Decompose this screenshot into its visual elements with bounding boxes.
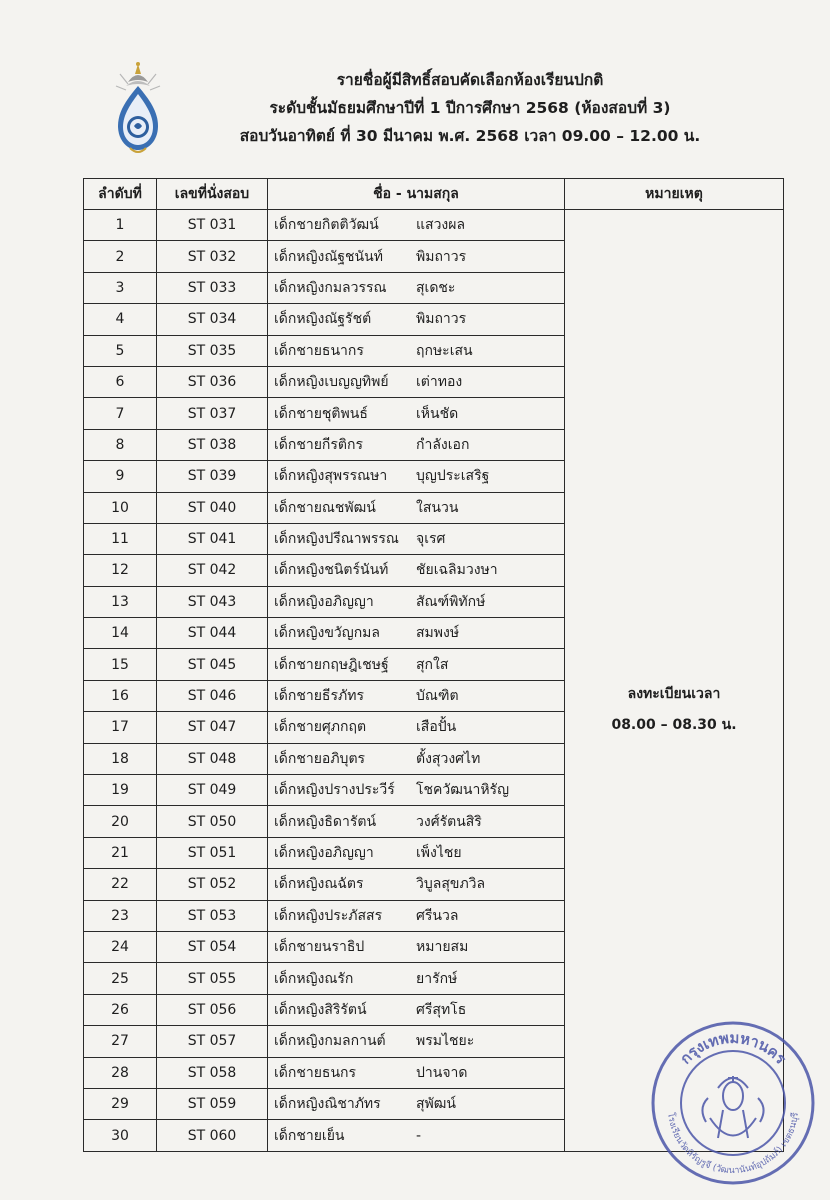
last-name: วงศ์รัตนสิริ xyxy=(416,813,482,830)
seat-number: ST 032 xyxy=(157,241,268,272)
registration-label: ลงทะเบียนเวลา xyxy=(627,686,721,703)
first-name: เด็กหญิงเบญญทิพย์ xyxy=(274,374,389,391)
candidate-name xyxy=(268,1120,565,1151)
first-name: เด็กหญิงสุพรรณษา xyxy=(274,468,388,485)
seat-number: ST 040 xyxy=(157,492,268,523)
last-name: สุเดชะ xyxy=(416,279,456,296)
row-number: 18 xyxy=(84,743,157,774)
candidate-name xyxy=(268,1026,565,1057)
row-number: 9 xyxy=(84,461,157,492)
first-name: เด็กหญิงณัฐชนันท์ xyxy=(274,248,383,265)
last-name: บุญประเสริฐ xyxy=(416,468,490,485)
seat-number: ST 050 xyxy=(157,806,268,837)
candidate-name xyxy=(268,555,565,586)
header-line-3: สอบวันอาทิตย์ ที่ 30 มีนาคม พ.ศ. 2568 เวลา 09.00 – 12.00 น. xyxy=(239,127,701,145)
last-name: วิบูลสุขภวิล xyxy=(416,876,486,893)
seat-number: ST 054 xyxy=(157,931,268,962)
seat-number: ST 042 xyxy=(157,555,268,586)
candidate-name xyxy=(268,806,565,837)
row-number: 7 xyxy=(84,398,157,429)
last-name: ศรีสุทโธ xyxy=(416,1001,467,1018)
header-line-1: รายชื่อผู้มีสิทธิ์สอบคัดเลือกห้องเรียนปกติ xyxy=(336,71,604,89)
last-name: บัณฑิต xyxy=(416,688,459,705)
seat-number: ST 053 xyxy=(157,900,268,931)
first-name: เด็กชายอภิบุตร xyxy=(274,750,366,767)
row-number: 22 xyxy=(84,869,157,900)
row-number: 17 xyxy=(84,712,157,743)
candidate-name xyxy=(268,649,565,680)
row-number: 29 xyxy=(84,1088,157,1119)
seat-number: ST 058 xyxy=(157,1057,268,1088)
last-name: ชัยเฉลิมวงษา xyxy=(416,562,498,579)
last-name: ตั้งสุวงศไท xyxy=(416,750,481,767)
first-name: เด็กหญิงกมลกานต์ xyxy=(274,1033,386,1050)
row-number: 6 xyxy=(84,366,157,397)
candidate-name xyxy=(268,523,565,554)
seat-number: ST 057 xyxy=(157,1026,268,1057)
first-name: เด็กชายธีรภัทร xyxy=(274,688,364,705)
row-number: 26 xyxy=(84,994,157,1025)
candidate-name xyxy=(268,963,565,994)
candidate-name xyxy=(268,712,565,743)
col-header-no: ลำดับที่ xyxy=(84,179,157,210)
candidate-name xyxy=(268,398,565,429)
remark-cell xyxy=(565,210,784,1152)
first-name: เด็กชายกิตติวัฒน์ xyxy=(274,217,379,234)
row-number: 19 xyxy=(84,775,157,806)
seat-number: ST 052 xyxy=(157,869,268,900)
last-name: สมพงษ์ xyxy=(416,625,460,642)
candidate-name xyxy=(268,900,565,931)
last-name: แสวงผล xyxy=(416,217,466,234)
document-header xyxy=(170,66,770,150)
last-name: - xyxy=(416,1127,422,1144)
official-seal-icon xyxy=(648,1018,818,1188)
first-name: เด็กหญิงธิดารัตน์ xyxy=(274,813,377,830)
header-line-2: ระดับชั้นมัธยมศึกษาปีที่ 1 ปีการศึกษา 2568 (ห้องสอบที่ 3) xyxy=(269,99,671,117)
candidate-name xyxy=(268,304,565,335)
first-name: เด็กหญิงอภิญญา xyxy=(274,845,374,861)
row-number: 13 xyxy=(84,586,157,617)
candidate-name xyxy=(268,994,565,1025)
last-name: เสือปั้น xyxy=(416,719,457,736)
last-name: ศรีนวล xyxy=(416,907,459,924)
seat-number: ST 045 xyxy=(157,649,268,680)
candidate-name xyxy=(268,210,565,241)
last-name: โชควัฒนาหิรัญ xyxy=(416,782,510,799)
row-number: 21 xyxy=(84,837,157,868)
first-name: เด็กหญิงปรางประวีร์ xyxy=(274,782,395,799)
row-number: 8 xyxy=(84,429,157,460)
first-name: เด็กหญิงปรีณาพรรณ xyxy=(274,531,399,548)
seat-number: ST 060 xyxy=(157,1120,268,1151)
last-name: พิมถาวร xyxy=(416,248,467,265)
candidate-name xyxy=(268,429,565,460)
candidate-name xyxy=(268,461,565,492)
first-name: เด็กหญิงกมลวรรณ xyxy=(274,279,387,296)
last-name: สัณฑ์พิทักษ์ xyxy=(416,593,486,610)
seat-number: ST 056 xyxy=(157,994,268,1025)
col-header-remark: หมายเหตุ xyxy=(565,179,784,210)
last-name: ฤกษะเสน xyxy=(416,342,473,359)
first-name: เด็กหญิงสิริรัตน์ xyxy=(274,1001,367,1018)
seat-number: ST 038 xyxy=(157,429,268,460)
last-name: ใสนวน xyxy=(416,499,459,516)
seat-number: ST 037 xyxy=(157,398,268,429)
row-number: 23 xyxy=(84,900,157,931)
first-name: เด็กหญิงณรัก xyxy=(274,970,354,987)
candidate-name xyxy=(268,743,565,774)
row-number: 28 xyxy=(84,1057,157,1088)
candidate-name xyxy=(268,335,565,366)
candidate-name xyxy=(268,680,565,711)
candidate-name xyxy=(268,586,565,617)
row-number: 11 xyxy=(84,523,157,554)
first-name: เด็กหญิงประภัสสร xyxy=(274,907,383,924)
school-emblem-icon xyxy=(110,60,166,160)
registration-time: 08.00 – 08.30 น. xyxy=(611,717,737,734)
seat-number: ST 033 xyxy=(157,272,268,303)
first-name: เด็กหญิงณัฐรัชต์ xyxy=(274,311,372,328)
seat-number: ST 049 xyxy=(157,775,268,806)
stamp-top-text: กรุงเทพมหานคร xyxy=(676,1028,790,1068)
first-name: เด็กชายเย็น xyxy=(274,1127,345,1144)
candidate-name xyxy=(268,241,565,272)
candidate-name xyxy=(268,837,565,868)
row-number: 24 xyxy=(84,931,157,962)
seat-number: ST 059 xyxy=(157,1088,268,1119)
last-name: สุกใส xyxy=(416,656,449,673)
first-name: เด็กหญิงณิชาภัทร xyxy=(274,1096,381,1113)
seat-number: ST 046 xyxy=(157,680,268,711)
row-number: 16 xyxy=(84,680,157,711)
table-header-row xyxy=(84,179,784,210)
first-name: เด็กชายธนกร xyxy=(274,1064,357,1081)
seat-number: ST 044 xyxy=(157,618,268,649)
row-number: 15 xyxy=(84,649,157,680)
row-number: 20 xyxy=(84,806,157,837)
seat-number: ST 039 xyxy=(157,461,268,492)
seat-number: ST 043 xyxy=(157,586,268,617)
seat-number: ST 034 xyxy=(157,304,268,335)
seat-number: ST 031 xyxy=(157,210,268,241)
candidate-name xyxy=(268,931,565,962)
first-name: เด็กหญิงณฉัตร xyxy=(274,876,364,893)
col-header-seat: เลขที่นั่งสอบ xyxy=(157,179,268,210)
candidate-name xyxy=(268,272,565,303)
last-name: หมายสม xyxy=(416,939,469,956)
col-header-name: ชื่อ - นามสกุล xyxy=(268,179,565,210)
stamp-bottom-text: โรงเรียนวัดหิรัญรูจี (วัฒนานันท์อุปถัมภ์) เขตธนบุรี xyxy=(665,1111,801,1177)
row-number: 3 xyxy=(84,272,157,303)
seat-number: ST 041 xyxy=(157,523,268,554)
last-name: พรมไชยะ xyxy=(416,1033,475,1050)
row-number: 30 xyxy=(84,1120,157,1151)
seat-number: ST 048 xyxy=(157,743,268,774)
last-name: ปานจาด xyxy=(416,1064,468,1081)
candidate-table xyxy=(83,178,784,1152)
candidate-name xyxy=(268,492,565,523)
candidate-name xyxy=(268,869,565,900)
row-number: 12 xyxy=(84,555,157,586)
first-name: เด็กชายธนากร xyxy=(274,342,364,359)
first-name: เด็กชายนราธิป xyxy=(274,939,365,956)
seat-number: ST 047 xyxy=(157,712,268,743)
seat-number: ST 036 xyxy=(157,366,268,397)
last-name: เพ็งไชย xyxy=(416,845,462,861)
last-name: เห็นชัด xyxy=(416,405,459,422)
candidate-name xyxy=(268,366,565,397)
row-number: 5 xyxy=(84,335,157,366)
first-name: เด็กหญิงขวัญกมล xyxy=(274,625,380,642)
row-number: 1 xyxy=(84,210,157,241)
last-name: จุเรศ xyxy=(416,531,446,548)
candidate-name xyxy=(268,1057,565,1088)
candidate-name xyxy=(268,775,565,806)
last-name: กำลังเอก xyxy=(416,436,470,453)
table-row xyxy=(84,210,784,241)
registration-note xyxy=(565,679,783,741)
first-name: เด็กหญิงอภิญญา xyxy=(274,593,374,610)
row-number: 27 xyxy=(84,1026,157,1057)
candidate-name xyxy=(268,618,565,649)
row-number: 10 xyxy=(84,492,157,523)
last-name: สุพัฒน์ xyxy=(416,1096,456,1113)
seat-number: ST 051 xyxy=(157,837,268,868)
seat-number: ST 035 xyxy=(157,335,268,366)
last-name: เต่าทอง xyxy=(416,374,463,391)
row-number: 4 xyxy=(84,304,157,335)
first-name: เด็กชายศุภกฤต xyxy=(274,719,367,736)
row-number: 2 xyxy=(84,241,157,272)
first-name: เด็กชายกีรติกร xyxy=(274,436,364,453)
row-number: 14 xyxy=(84,618,157,649)
first-name: เด็กชายณชพัฒน์ xyxy=(274,499,376,516)
last-name: พิมถาวร xyxy=(416,311,467,328)
candidate-name xyxy=(268,1088,565,1119)
table-body xyxy=(84,210,784,1152)
last-name: ยารักษ์ xyxy=(416,970,458,987)
first-name: เด็กหญิงชนิตร์นันท์ xyxy=(274,562,389,579)
row-number: 25 xyxy=(84,963,157,994)
seat-number: ST 055 xyxy=(157,963,268,994)
first-name: เด็กชายกฤษฎิเชษฐ์ xyxy=(274,656,389,673)
first-name: เด็กชายชุติพนธ์ xyxy=(274,405,368,422)
